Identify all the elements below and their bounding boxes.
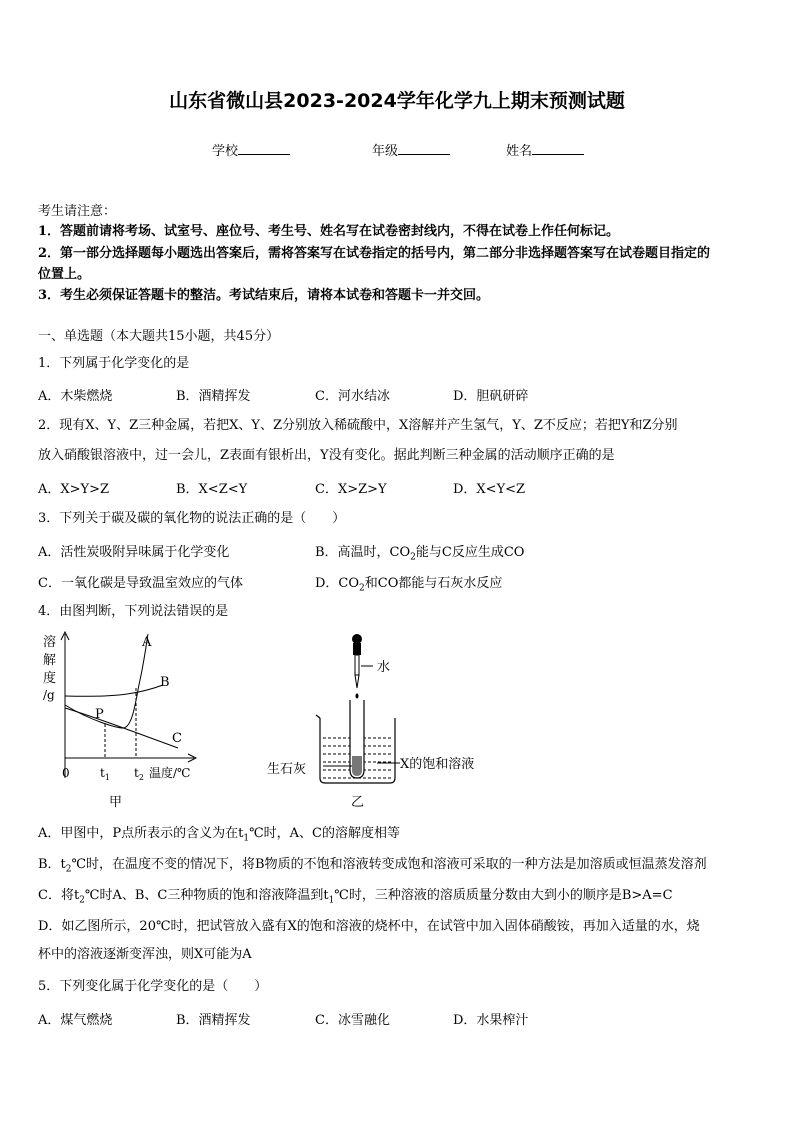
question-2-stem-cont: 放入硝酸银溶液中，过一会儿，Z表面有银析出，Y没有变化。据此判断三种金属的活动顺序正确的是 [38,448,615,463]
quicklime-solid [352,756,362,776]
school-field [212,140,290,159]
water-drop-icon [356,694,359,699]
figure-caption-jia: 甲 [109,795,123,810]
point-p-label: P [95,707,104,722]
name-field [506,140,584,159]
notice-item: 2．第一部分选择题每小题选出答案后，需将答案写在试卷指定的括号内，第二部分非选择题答案写在试卷题目指定的 [38,246,711,261]
q3-option-d-text: D．CO [315,576,360,591]
school-label: 学校 [212,144,239,159]
solubility-curve-figure [38,628,218,813]
q5-option-b[interactable]: B．酒精挥发 [176,1013,251,1028]
dropper-bulb-icon [352,634,362,644]
notice-heading: 考生请注意： [38,204,117,219]
q5-option-c[interactable]: C．冰雪融化 [315,1013,390,1028]
question-4-stem: 4．由图判断，下列说法错误的是 [38,604,229,619]
grade-blank[interactable] [398,141,450,155]
q4-option-d-cont: 杯中的溶液逐渐变浑浊，则X可能为A [38,947,252,962]
q2-option-d[interactable]: D．X<Y<Z [453,482,526,497]
beaker-spout [316,715,320,718]
curve-label-c: C [172,731,182,746]
notice-item: 位置上。 [38,267,91,282]
q4-option-a-text: A．甲图中，P点所表示的含义为在t [38,826,244,841]
solution-label: X的饱和溶液 [400,757,475,772]
question-5-stem: 5．下列变化属于化学变化的是（ ） [38,979,268,994]
subscript: 1 [328,895,335,906]
q2-option-b[interactable]: B．X<Z<Y [176,482,248,497]
t1-label [100,766,110,782]
q3-option-b[interactable] [315,541,524,563]
t2-label-text: t [134,766,139,780]
y-axis-label: 解 [43,653,57,668]
subscript: 1 [104,773,110,782]
q4-option-c-text-cont: ℃时，三种溶液的溶质质量分数由大到小的顺序是B>A=C [334,888,673,903]
q3-option-d-text-cont: 和CO都能与石灰水反应 [364,576,503,591]
notice-item: 3．考生必须保证答题卡的整洁。考试结束后，请将本试卷和答题卡一并交回。 [38,288,490,303]
q4-option-c[interactable] [38,884,673,906]
water-label: 水 [377,660,391,675]
subscript: 2 [65,864,72,875]
q1-option-b[interactable]: B．酒精挥发 [176,389,251,404]
q3-option-d[interactable] [315,572,502,594]
t1-label-text: t [100,766,105,780]
name-label: 姓名 [506,144,533,159]
origin-label: 0 [62,766,70,780]
quicklime-label: 生石灰 [267,762,307,777]
subscript: 2 [359,583,365,594]
q3-option-b-text-cont: 能与C反应生成CO [415,545,525,560]
t2-label [134,766,144,782]
q1-option-c[interactable]: C．河水结冰 [315,389,390,404]
subscript: 2 [410,552,416,563]
page-title: 山东省微山县2023-2024学年化学九上期末预测试题 [169,90,625,112]
q4-option-b-text: B．t [38,857,66,872]
dropper-tip [355,675,359,688]
y-axis-label: /g [43,688,55,702]
grade-field [372,140,450,159]
curve-b [65,685,163,696]
q1-option-d[interactable]: D．胆矾研碎 [453,389,529,404]
curve-label-b: B [160,675,170,690]
q3-option-b-text: B．高温时，CO [315,545,411,560]
question-1-stem: 1．下列属于化学变化的是 [38,356,190,371]
notice-item: 1．答题前请将考场、试室号、座位号、考生号、姓名写在试卷密封线内，不得在试卷上作任何标记。 [38,224,620,239]
q2-option-a[interactable]: A．X>Y>Z [38,482,110,497]
y-axis-label: 度 [43,671,57,686]
school-blank[interactable] [238,141,290,155]
q5-option-a[interactable]: A．煤气燃烧 [38,1013,113,1028]
q3-option-c[interactable]: C．一氧化碳是导致温室效应的气体 [38,576,243,591]
q4-option-a-text-cont: ℃时，A、C的溶解度相等 [249,826,400,841]
question-2-stem: 2．现有X、Y、Z三种金属，若把X、Y、Z分别放入稀硫酸中，X溶解并产生氢气，Y、Z不反应；若把Y和Z分别 [38,418,678,433]
q5-option-d[interactable]: D．水果榨汁 [453,1013,529,1028]
section-heading: 一、单选题（本大题共15小题，共45分） [38,329,280,344]
subscript: 1 [243,833,250,844]
q4-option-c-text-mid: ℃时A、B、C三种物质的饱和溶液降温到t [84,888,329,903]
subscript: 2 [138,773,144,782]
q1-option-a[interactable]: A．木柴燃烧 [38,389,113,404]
curve-label-a: A [142,635,152,650]
subscript: 2 [79,895,85,906]
dropper-bulb-neck [353,643,361,655]
figure-caption-yi: 乙 [351,795,365,810]
q4-option-a[interactable] [38,822,400,844]
question-3-stem: 3．下列关于碳及碳的氧化物的说法正确的是（ ） [38,511,346,526]
q4-option-d[interactable]: D．如乙图所示，20℃时，把试管放入盛有X的饱和溶液的烧杯中，在试管中加入固体硝酸铵，再加入适量的水，烧 [38,919,700,934]
grade-label: 年级 [372,144,399,159]
q3-option-a[interactable]: A．活性炭吸附异味属于化学变化 [38,545,230,560]
q4-option-c-text: C．将t [38,888,80,903]
apparatus-figure [265,628,495,813]
q2-option-c[interactable]: C．X>Z>Y [315,482,387,497]
name-blank[interactable] [532,141,584,155]
q4-option-b-text-cont: ℃时，在温度不变的情况下，将B物质的不饱和溶液转变成饱和溶液可采取的一种方法是加溶质或恒温蒸发溶剂 [71,857,707,872]
x-axis-label: 温度/℃ [149,766,191,780]
q4-option-b[interactable] [38,853,707,875]
y-axis-label: 溶 [43,635,57,650]
dropper-tube [355,655,359,675]
